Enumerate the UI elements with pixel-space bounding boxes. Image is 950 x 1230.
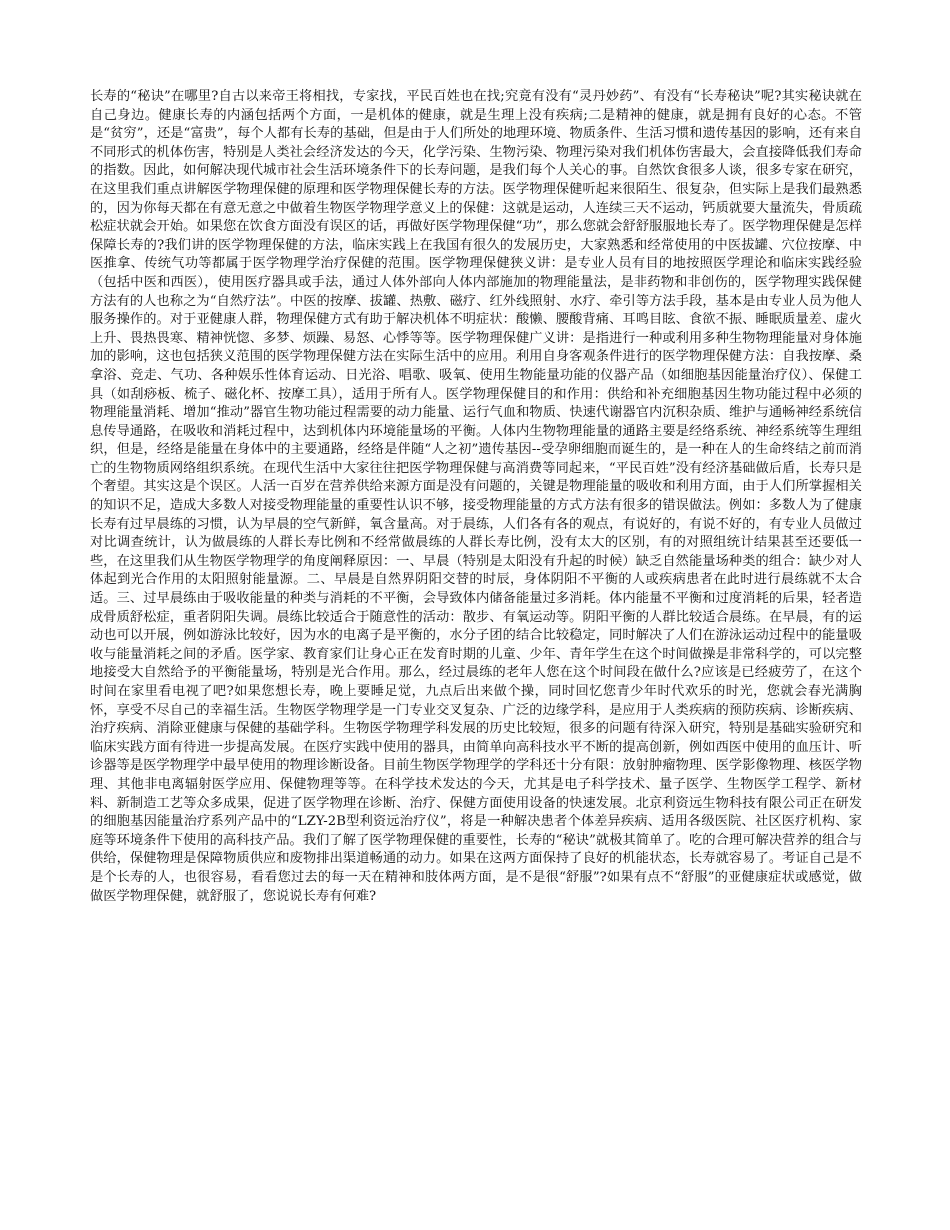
body-paragraph: 长寿的“秘诀”在哪里?自古以来帝王将相找，专家找，平民百姓也在找;究竟有没有“灵丹妙药”、有没有“长寿秘诀”呢?其实秘诀就在自己身边。健康长寿的内涵包括两个方面，一是机体的健康，就是生理上没有疾病;二是精神的健康，就是拥有良好的心态。不管是“贫穷”，还是“富贵”，每个人都有长寿的基础，但是由于人们所处的地理环境、物质条件、生活习惯和遗传基因的影响，还有来自不同形式的机体伤害，特别是人类社会经济发达的今天，化学污染、生物污染、物理污染对我们机体伤害最大，会直接降低我们寿命的指数。因此，如何解决现代城市社会生活环境条件下的长寿问题，是我们每个人关心的事。自然饮食很多人谈，很多专家在研究，在这里我们重点讲解医学物理保健的原理和医学物理保健长寿的方法。医学物理保健听起来很陌生、很复杂，但实际上是我们最熟悉的，因为你每天都在有意无意之中做着生物医学物理学意义上的保健：这就是运动，人连续三天不运动，钙质就要大量流失，骨质疏松症状就会开始。如果您在饮食方面没有误区的话，再做好医学物理保健“功”，那么您就会舒舒服服地长寿了。医学物理保健是怎样保障长寿的?我们讲的医学物理保健的方法，临床实践上在我国有很久的发展历史，大家熟悉和经常使用的中医拔罐、穴位按摩、中医推拿、传统气功等都属于医学物理学治疗保健的范围。医学物理保健狭义讲：是专业人员有目的地按照医学理论和临床实践经验（包括中医和西医），使用医疗器具或手法，通过人体外部向人体内部施加的物理能量法，是非药物和非创伤的，医学物理实践保健方法有的人也称之为“自然疗法”。中医的按摩、拔罐、热敷、磁疗、红外线照射、水疗、牵引等方法手段，基本是由专业人员为他人服务操作的。对于亚健康人群，物理保健方式有助于解决机体不明症状：酸懒、腰酸背痛、耳鸣目眩、食欲不振、睡眠质量差、虚火上升、畏热畏寒、精神恍惚、多梦、烦躁、易怒、心悸等等。医学物理保健广义讲：是指进行一种或利用多种生物物理能量对身体施加的影响，这也包括狭义范围的医学物理保健方法在实际生活中的应用。利用自身客观条件进行的医学物理保健方法：自我按摩、桑拿浴、竞走、气功、各种娱乐性体育运动、日光浴、唱歌、吸氧、使用生物能量功能的仪器产品（如细胞基因能量治疗仪）、保健工具（如刮痧板、梳子、磁化杯、按摩工具），适用于所有人。医学物理保健目的和作用：供给和补充细胞基因生物功能过程中必须的物理能量消耗、增加“推动”器官生物功能过程需要的动力能量、运行气血和物质、快速代谢器官内沉积杂质、维护与通畅神经系统信息传导通路，在吸收和消耗过程中，达到机体内环境能量场的平衡。人体内生物物理能量的通路主要是经络系统、神经系统等生理组织，但是，经络是能量在身体中的主要通路，经络是伴随“人之初”遗传基因--受孕卵细胞而诞生的，是一种在人的生命终结之前而消亡的生物物质网络组织系统。在现代生活中大家往往把医学物理保健与高消费等同起来，“平民百姓”没有经济基础做后盾，长寿只是个奢望。其实这是个误区。人活一百岁在营养供给来源方面是没有问题的，关键是物理能量的吸收和利用方面，由于人们所掌握相关的知识不足，造成大多数人对接受物理能量的重要性认识不够，接受物理能量的方式方法有很多的错误做法。例如：多数人为了健康长寿有过早晨练的习惯，认为早晨的空气新鲜，氧含量高。对于晨练，人们各有各的观点，有说好的，有说不好的，有专业人员做过对比调查统计，认为做晨练的人群长寿比例和不经常做晨练的人群长寿比例，没有太大的区别，有的对照组统计结果甚至还要低一些，在这里我们从生物医学物理学的角度阐释原因：一、早晨（特别是太阳没有升起的时候）缺乏自然能量场种类的组合：缺少对人体起到光合作用的太阳照射能量源。二、早晨是自然界阴阳交替的时辰，身体阴阳不平衡的人或疾病患者在此时进行晨练就不太合适。三、过早晨练由于吸收能量的种类与消耗的不平衡，会导致体内储备能量过多消耗。体内能量不平衡和过度消耗的后果，轻者造成骨质舒松症，重者阴阳失调。晨练比较适合于随意性的活动：散步、有氧运动等。阴阳平衡的人群比较适合晨练。在早晨，有的运动也可以开展，例如游泳比较好，因为水的电离子是平衡的，水分子团的结合比较稳定，同时解决了人们在游泳运动过程中的能量吸收与能量消耗之间的矛盾。医学家、教育家们让身心正在发育时期的儿童、少年、青年学生在这个时间做操是非常科学的，可以完整地接受大自然给予的平衡能量场，特别是光合作用。那么，经过晨练的老年人您在这个时间段在做什么?应该是已经疲劳了，在这个时间在家里看电视了吧?如果您想长寿，晚上要睡足觉，九点后出来做个操，同时回忆您青少年时代欢乐的时光，您就会春光满胸怀，享受不尽自己的幸福生活。生物医学物理学是一门专业交叉复杂、广泛的边缘学科，是应用于人类疾病的预防疾病、诊断疾病、治疗疾病、消除亚健康与保健的基础学科。生物医学物理学科发展的历史比较短，很多的问题有待深入研究，特别是基础实验研究和临床实践方面有待进一步提高发展。在医疗实践中使用的器具，由简单向高科技水平不断的提高创新，例如西医中使用的血压计、听诊器等是医学物理学中最早使用的物理诊断设备。目前生物医学物理学的学科还十分有限：放射肿瘤物理、医学影像物理、核医学物理、其他非电离辐射医学应用、保健物理等等。在科学技术发达的今天，尤其是电子科学技术、量子医学、生物医学工程学、新材料、新制造工艺等众多成果，促进了医学物理在诊断、治疗、保健方面使用设备的快速发展。北京利资远生物科技有限公司正在研发的细胞基因能量治疗系列产品中的“LZY-2B型利资远治疗仪”，将是一种解决患者个体差异疾病、适用各级医院、社区医疗机构、家庭等环境条件下使用的高科技产品。我们了解了医学物理保健的重要性，长寿的“秘诀”就极其简单了。吃的合理可解决营养的组合与供给，保健物理是保障物质供应和废物排出渠道畅通的动力。如果在这两方面保持了良好的机能状态，长寿就容易了。考证自己是不是个长寿的人，也很容易，看看您过去的每一天在精神和肢体两方面，是不是很“舒服”?如果有点不“舒服”的亚健康症状或感觉，做做医学物理保健，就舒服了，您说说长寿有何难? (90, 89, 862, 904)
document-page (90, 88, 862, 906)
